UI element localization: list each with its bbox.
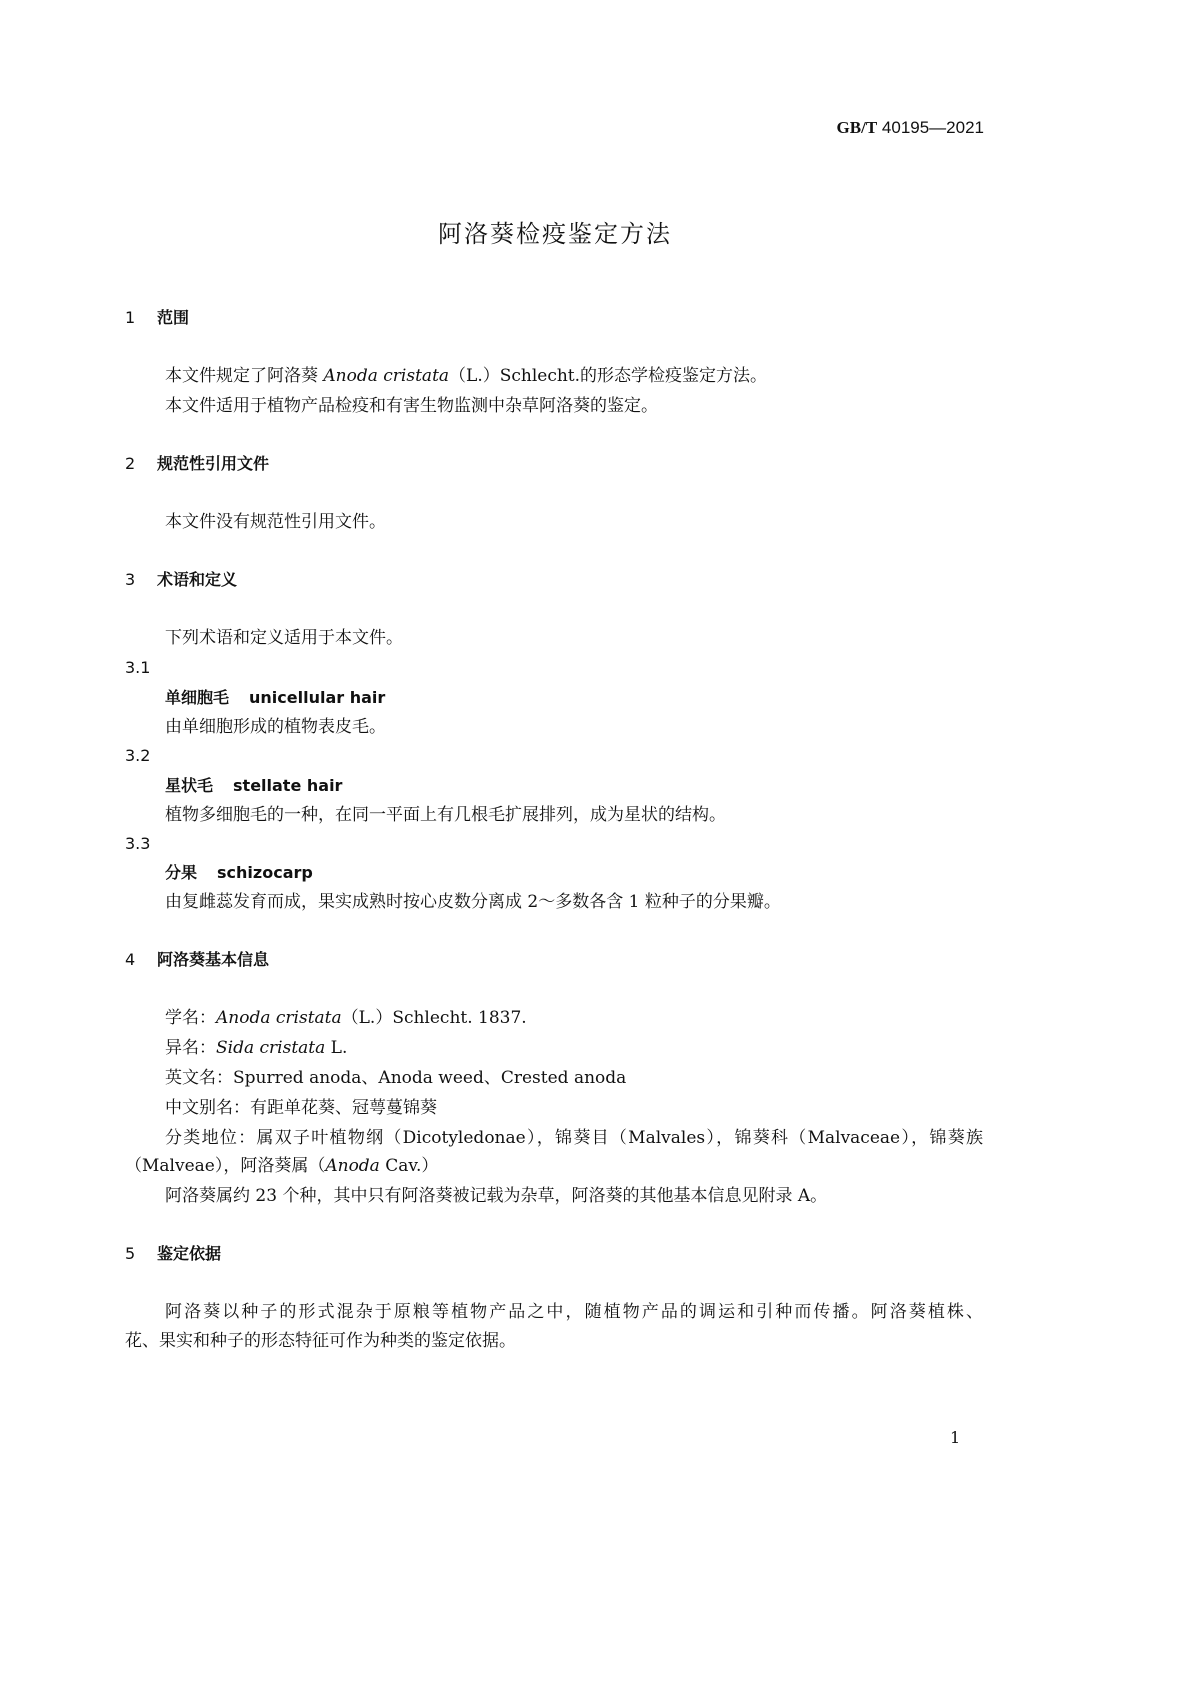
paragraph: 阿洛葵属约 23 个种，其中只有阿洛葵被记载为杂草，阿洛葵的其他基本信息见附录 A。: [165, 1186, 828, 1206]
classification-line-1: 分类地位：属双子叶植物纲（Dicotyledonae），锦葵目（Malvales），锦葵科（Malvaceae），锦葵族: [165, 1128, 983, 1148]
section-5-heading: 5 鉴定依据: [125, 1244, 222, 1263]
section-1-heading: 1 范围: [125, 308, 190, 327]
term-title: 单细胞毛 unicellular hair: [165, 688, 386, 707]
term-definition: 植物多细胞毛的一种，在同一平面上有几根毛扩展排列，成为星状的结构。: [165, 805, 726, 825]
paragraph: 阿洛葵以种子的形式混杂于原粮等植物产品之中，随植物产品的调运和引种而传播。阿洛葵植株、: [165, 1302, 983, 1322]
term-number: 3.3: [125, 834, 151, 853]
paragraph: 花、果实和种子的形态特征可作为种类的鉴定依据。: [125, 1331, 516, 1351]
scientific-name: 学名：Anoda cristata（L.）Schlecht. 1837.: [165, 1008, 527, 1028]
section-3-heading: 3 术语和定义: [125, 570, 238, 589]
english-name: 英文名：Spurred anoda、Anoda weed、Crested anoda: [165, 1068, 627, 1088]
term-definition: 由单细胞形成的植物表皮毛。: [165, 717, 386, 737]
paragraph: 本文件没有规范性引用文件。: [165, 512, 386, 532]
section-4-heading: 4 阿洛葵基本信息: [125, 950, 270, 969]
paragraph: 下列术语和定义适用于本文件。: [165, 628, 403, 648]
paragraph: 本文件适用于植物产品检疫和有害生物监测中杂草阿洛葵的鉴定。: [165, 396, 658, 416]
standard-number: GB/T 40195—2021: [836, 118, 984, 137]
term-number: 3.2: [125, 746, 151, 765]
synonym: 异名：Sida cristata L.: [165, 1038, 348, 1058]
paragraph: 本文件规定了阿洛葵 Anoda cristata（L.）Schlecht.的形态学检疫鉴定方法。: [165, 366, 768, 386]
term-number: 3.1: [125, 658, 151, 677]
term-definition: 由复雌蕊发育而成，果实成熟时按心皮数分离成 2～多数各含 1 粒种子的分果瓣。: [165, 892, 781, 912]
section-2-heading: 2 规范性引用文件: [125, 454, 270, 473]
chinese-alias: 中文别名：有距单花葵、冠萼蔓锦葵: [165, 1098, 437, 1118]
term-title: 分果 schizocarp: [165, 863, 313, 882]
classification-line-2: （Malveae），阿洛葵属（Anoda Cav.）: [125, 1156, 439, 1176]
term-title: 星状毛 stellate hair: [165, 776, 343, 795]
document-title: 阿洛葵检疫鉴定方法: [438, 220, 672, 248]
page-number: 1: [950, 1428, 961, 1447]
